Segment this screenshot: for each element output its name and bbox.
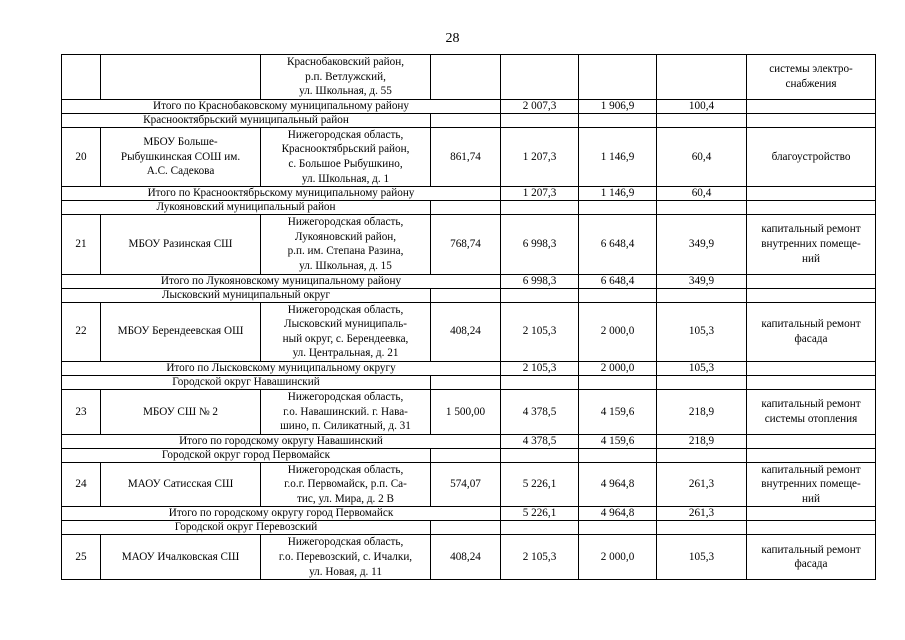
table-row (62, 55, 876, 100)
school-name (101, 215, 261, 274)
total-label: Итого по Краснобаковскому муниципальному району (62, 99, 501, 113)
school-address-line: тис, ул. Мира, д. 2 В (297, 492, 394, 505)
table-row (62, 462, 876, 507)
regional-value: 60,4 (657, 187, 747, 201)
school-address (261, 127, 431, 186)
work-type-line: капитальный ремонт (761, 543, 861, 556)
total-value (501, 55, 579, 100)
total-value: 2 105,3 (501, 302, 579, 361)
regional-value: 218,9 (657, 389, 747, 434)
school-address (261, 535, 431, 580)
school-address-line: Нижегородская область, (287, 390, 404, 403)
school-address-line: ул. Школьная, д. 55 (299, 85, 392, 98)
work-type (747, 462, 876, 507)
row-number: 24 (62, 462, 101, 507)
school-address-line: г.о. Перевозский, с. Ичалки, (278, 551, 413, 564)
school-address (261, 462, 431, 507)
empty-cell (431, 448, 501, 462)
total-row (62, 434, 876, 448)
total-row (62, 361, 876, 375)
school-name-line: МБОУ СШ № 2 (142, 405, 219, 418)
federal-value: 1 146,9 (579, 187, 657, 201)
empty-cell (431, 375, 501, 389)
work-type (747, 127, 876, 186)
school-address-line: Нижегородская область, (287, 128, 404, 141)
work-type-line: капитальный ремонт (761, 318, 861, 331)
area-value: 574,07 (431, 462, 501, 507)
school-name-line: МБОУ Берендеевская ОШ (117, 325, 244, 338)
district-label: Городской округ город Первомайск (62, 448, 431, 462)
work-type (747, 434, 876, 448)
empty-cell (501, 521, 579, 535)
federal-value: 4 964,8 (579, 507, 657, 521)
school-name (101, 127, 261, 186)
district-row (62, 521, 876, 535)
regional-value: 105,3 (657, 302, 747, 361)
table-row (62, 302, 876, 361)
district-row (62, 288, 876, 302)
total-value: 5 226,1 (501, 507, 579, 521)
empty-cell (501, 201, 579, 215)
work-type-line: ний (802, 252, 820, 265)
school-address-line: р.п. Ветлужский, (305, 70, 386, 83)
empty-cell (431, 288, 501, 302)
federal-value: 4 159,6 (579, 434, 657, 448)
row-number: 21 (62, 215, 101, 274)
federal-value: 6 648,4 (579, 274, 657, 288)
school-name (101, 302, 261, 361)
area-value: 861,74 (431, 127, 501, 186)
school-name (101, 389, 261, 434)
total-label: Итого по Лысковскому муниципальному округу (62, 361, 501, 375)
regional-value: 218,9 (657, 434, 747, 448)
empty-cell (579, 448, 657, 462)
school-address-line: Нижегородская область, (287, 216, 404, 229)
regional-value: 105,3 (657, 361, 747, 375)
row-number (62, 55, 101, 100)
federal-value: 4 159,6 (579, 389, 657, 434)
empty-cell (747, 448, 876, 462)
total-value: 1 207,3 (501, 187, 579, 201)
total-row (62, 274, 876, 288)
federal-value: 4 964,8 (579, 462, 657, 507)
work-type (747, 99, 876, 113)
work-type-line: капитальный ремонт (761, 463, 861, 476)
area-value: 408,24 (431, 535, 501, 580)
school-address-line: Нижегородская область, (287, 303, 404, 316)
school-name-line: МАОУ Ичалковская СШ (121, 551, 240, 564)
total-row (62, 187, 876, 201)
school-address-line: с. Большое Рыбушкино, (288, 157, 403, 170)
page-number: 28 (445, 31, 460, 46)
work-type-line: ний (802, 492, 820, 505)
school-address-line: Нижегородская область, (287, 536, 404, 549)
total-value: 4 378,5 (501, 434, 579, 448)
total-label: Итого по Лукояновскому муниципальному району (62, 274, 501, 288)
empty-cell (501, 448, 579, 462)
work-type (747, 389, 876, 434)
school-name (101, 55, 261, 100)
regional-value: 261,3 (657, 462, 747, 507)
empty-cell (747, 288, 876, 302)
school-name-line: МБОУ Разинская СШ (128, 238, 233, 251)
area-value: 408,24 (431, 302, 501, 361)
row-number: 23 (62, 389, 101, 434)
district-row (62, 113, 876, 127)
school-address-line: шино, п. Силикатный, д. 31 (280, 420, 411, 433)
federal-value: 2 000,0 (579, 302, 657, 361)
table-row (62, 389, 876, 434)
work-type (747, 302, 876, 361)
federal-value: 1 906,9 (579, 99, 657, 113)
school-name (101, 535, 261, 580)
row-number: 22 (62, 302, 101, 361)
school-address (261, 302, 431, 361)
district-label: Городской округ Навашинский (62, 375, 431, 389)
district-row (62, 448, 876, 462)
regional-value: 105,3 (657, 535, 747, 580)
empty-cell (657, 288, 747, 302)
school-address-line: Лысковский муниципаль- (283, 318, 407, 331)
work-type-line: системы отопления (764, 412, 858, 425)
school-address-line: г.о. Навашинский. г. Нава- (283, 405, 408, 418)
school-name-line: А.С. Садекова (146, 165, 215, 178)
work-type (747, 55, 876, 100)
area-value: 1 500,00 (431, 389, 501, 434)
work-type (747, 507, 876, 521)
regional-value (657, 55, 747, 100)
school-address-line: ул. Школьная, д. 15 (299, 259, 392, 272)
table-row (62, 535, 876, 580)
empty-cell (657, 521, 747, 535)
empty-cell (657, 375, 747, 389)
district-label: Лысковский муниципальный округ (62, 288, 431, 302)
work-type (747, 361, 876, 375)
empty-cell (501, 288, 579, 302)
work-type-line: фасада (794, 332, 828, 345)
district-label: Лукояновский муниципальный район (62, 201, 431, 215)
district-row (62, 375, 876, 389)
school-address-line: р.п. им. Степана Разина, (287, 245, 404, 258)
empty-cell (501, 113, 579, 127)
work-type-line: благоустройство (771, 150, 851, 163)
school-address (261, 389, 431, 434)
regional-value: 261,3 (657, 507, 747, 521)
empty-cell (431, 201, 501, 215)
work-type (747, 535, 876, 580)
total-value: 2 105,3 (501, 535, 579, 580)
empty-cell (657, 448, 747, 462)
empty-cell (579, 521, 657, 535)
table-row (62, 215, 876, 274)
total-value: 6 998,3 (501, 215, 579, 274)
total-value: 1 207,3 (501, 127, 579, 186)
work-type (747, 187, 876, 201)
empty-cell (579, 113, 657, 127)
total-value: 2 007,3 (501, 99, 579, 113)
school-address (261, 55, 431, 100)
empty-cell (579, 288, 657, 302)
regional-value: 349,9 (657, 215, 747, 274)
row-number: 20 (62, 127, 101, 186)
empty-cell (431, 521, 501, 535)
school-address-line: Краснооктябрьский район, (281, 143, 410, 156)
total-label: Итого по городскому округу город Первомайск (62, 507, 501, 521)
district-label: Краснооктябрьский муниципальный район (62, 113, 431, 127)
work-type-line: снабжения (785, 77, 837, 90)
work-type-line: капитальный ремонт (761, 398, 861, 411)
schools-table (61, 54, 876, 580)
work-type (747, 215, 876, 274)
work-type-line: капитальный ремонт (761, 223, 861, 236)
school-name-line: МБОУ Больше- (143, 136, 218, 149)
work-type-line: внутренних помеще- (761, 238, 861, 251)
school-name (101, 462, 261, 507)
school-name-line: Рыбушкинская СОШ им. (120, 150, 241, 163)
school-address (261, 215, 431, 274)
empty-cell (579, 375, 657, 389)
empty-cell (747, 113, 876, 127)
school-address-line: Лукояновский район, (294, 230, 397, 243)
school-address-line: ул. Новая, д. 11 (309, 565, 382, 578)
federal-value: 1 146,9 (579, 127, 657, 186)
empty-cell (579, 201, 657, 215)
regional-value: 349,9 (657, 274, 747, 288)
empty-cell (431, 113, 501, 127)
area-value (431, 55, 501, 100)
district-label: Городской округ Перевозский (62, 521, 431, 535)
total-value: 2 105,3 (501, 361, 579, 375)
table-row (62, 127, 876, 186)
school-address-line: Нижегородская область, (287, 463, 404, 476)
work-type-line: фасада (794, 558, 828, 571)
total-row (62, 99, 876, 113)
empty-cell (747, 201, 876, 215)
total-label: Итого по городскому округу Навашинский (62, 434, 501, 448)
school-address-line: ный округ, с. Берендеевка, (282, 332, 409, 345)
district-row (62, 201, 876, 215)
regional-value: 60,4 (657, 127, 747, 186)
empty-cell (747, 375, 876, 389)
work-type (747, 274, 876, 288)
federal-value: 2 000,0 (579, 361, 657, 375)
regional-value: 100,4 (657, 99, 747, 113)
school-address-line: ул. Центральная, д. 21 (292, 347, 399, 360)
empty-cell (657, 201, 747, 215)
total-value: 4 378,5 (501, 389, 579, 434)
empty-cell (747, 521, 876, 535)
school-address-line: г.о.г. Первомайск, р.п. Са- (284, 478, 407, 491)
total-label: Итого по Краснооктябрьскому муниципальному району (62, 187, 501, 201)
total-value: 6 998,3 (501, 274, 579, 288)
school-address-line: ул. Школьная, д. 1 (301, 172, 390, 185)
empty-cell (657, 113, 747, 127)
school-address-line: Краснобаковский район, (287, 56, 404, 68)
area-value: 768,74 (431, 215, 501, 274)
work-type-line: системы электро- (769, 63, 853, 76)
total-value: 5 226,1 (501, 462, 579, 507)
school-name-line: МАОУ Сатисская СШ (127, 478, 234, 491)
total-row (62, 507, 876, 521)
row-number: 25 (62, 535, 101, 580)
empty-cell (501, 375, 579, 389)
work-type-line: внутренних помеще- (761, 478, 861, 491)
federal-value: 6 648,4 (579, 215, 657, 274)
federal-value: 2 000,0 (579, 535, 657, 580)
federal-value (579, 55, 657, 100)
